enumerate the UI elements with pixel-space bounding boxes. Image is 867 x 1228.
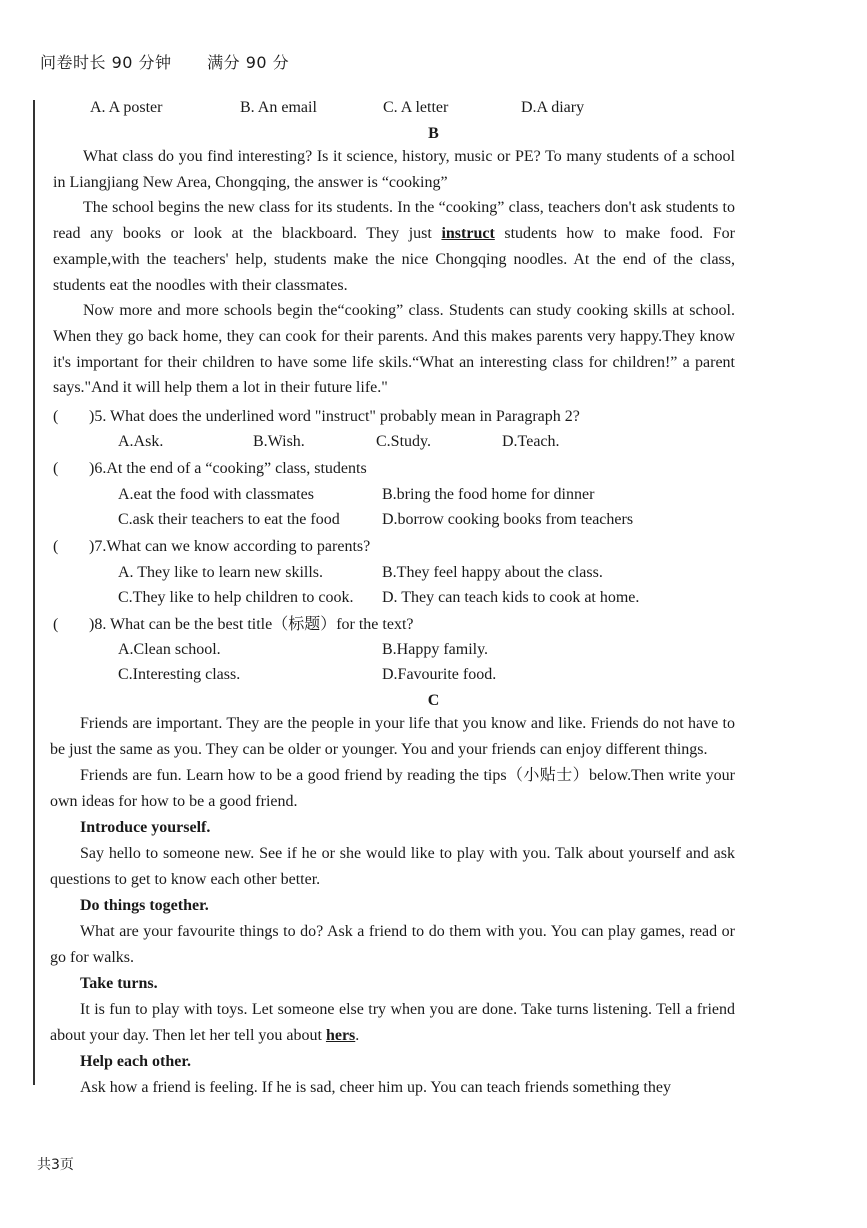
- q5-options: [118, 432, 560, 452]
- option-d[interactable]: D.Teach.: [502, 433, 560, 450]
- q7-options-row2: [118, 588, 639, 608]
- tip-body: What are your favourite things to do? Ask a friend to do them with you. You can play games, read or go for walks.: [50, 923, 735, 966]
- section-b-heading: B: [428, 125, 439, 142]
- tip-title: Take turns.: [80, 975, 158, 992]
- option-c[interactable]: C.They like to help children to cook.: [118, 589, 354, 606]
- answer-paren[interactable]: (: [53, 408, 59, 425]
- question-stem: )5. What does the underlined word "instruct" probably mean in Paragraph 2?: [89, 408, 580, 425]
- question-stem: )6.At the end of a “cooking” class, students: [89, 460, 367, 477]
- passage-paragraph: Friends are important. They are the people in your life that you know and like. Friends do not have to be just the same as you. They can be older or younger. You and your friends can enjoy different things.: [50, 715, 735, 758]
- question-7: [53, 537, 370, 557]
- q8-options-row1: [118, 640, 488, 660]
- page-count: 共3页: [37, 1157, 74, 1173]
- tip-body: Say hello to someone new. See if he or she would like to play with you. Talk about yourself and ask questions to get to know each other better.: [50, 845, 735, 888]
- passage-paragraph: What class do you find interesting? Is it science, history, music or PE? To many students of a school in Liangjiang New Area, Chongqing, the answer is “cooking”: [53, 148, 735, 191]
- option-b[interactable]: B.bring the food home for dinner: [382, 486, 595, 503]
- exam-duration: 问卷时长 90 分钟: [40, 53, 172, 72]
- question-stem: )8. What can be the best title（标题）for the text?: [89, 616, 414, 633]
- section-c-passage: [50, 711, 735, 1101]
- section-c-heading: C: [427, 692, 440, 709]
- underlined-word: instruct: [441, 225, 495, 243]
- q7-options-row1: [118, 563, 603, 583]
- option-b[interactable]: B.They feel happy about the class.: [382, 564, 603, 581]
- option-b[interactable]: B.Happy family.: [382, 641, 489, 658]
- answer-paren[interactable]: (: [53, 538, 59, 555]
- tip-title: Help each other.: [80, 1053, 191, 1070]
- question-6: [53, 459, 367, 479]
- option-d[interactable]: D.borrow cooking books from teachers: [382, 511, 634, 528]
- option-b[interactable]: B.Wish.: [253, 433, 305, 450]
- question-5: [53, 407, 580, 427]
- option-d[interactable]: D.Favourite food.: [382, 666, 497, 683]
- binding-margin-line: [33, 100, 35, 1085]
- q6-options-row2: [118, 510, 633, 530]
- answer-paren[interactable]: (: [53, 460, 59, 477]
- question-8: [53, 615, 414, 635]
- option-a[interactable]: A. They like to learn new skills.: [118, 564, 323, 581]
- question-stem: )7.What can we know according to parents?: [89, 538, 371, 555]
- option-d[interactable]: D.A diary: [521, 99, 585, 116]
- option-c[interactable]: C. A letter: [383, 99, 449, 116]
- option-a[interactable]: A.Ask.: [118, 433, 164, 450]
- q8-options-row2: [118, 665, 496, 685]
- option-b[interactable]: B. An email: [240, 99, 317, 116]
- tip-title: Introduce yourself.: [80, 819, 211, 836]
- option-c[interactable]: C.ask their teachers to eat the food: [118, 511, 340, 528]
- option-c[interactable]: C.Interesting class.: [118, 666, 241, 683]
- passage-paragraph: Friends are fun. Learn how to be a good friend by reading the tips（小贴士）below.Then write your own ideas for how to be a good friend.: [50, 767, 735, 810]
- q4-options: [90, 98, 584, 118]
- option-a[interactable]: A.Clean school.: [118, 641, 221, 658]
- exam-full-score: 满分 90 分: [207, 53, 290, 72]
- option-a[interactable]: A. A poster: [90, 99, 163, 116]
- passage-paragraph: The school begins the new class for its students. In the “cooking” class, teachers don't ask students to read any books or look at the blackboard. They just instruct students how to make food. For example,with the teachers' help, students make the nice Chongqing noodles. At the end of the class, students eat the noodles with their classmates.: [53, 199, 735, 294]
- option-a[interactable]: A.eat the food with classmates: [118, 486, 314, 503]
- answer-paren[interactable]: (: [53, 616, 59, 633]
- tip-title: Do things together.: [80, 897, 209, 914]
- section-b-passage: [53, 144, 735, 401]
- tip-body: Ask how a friend is feeling. If he is sad, cheer him up. You can teach friends something they: [80, 1079, 671, 1096]
- underlined-word: hers: [325, 1027, 356, 1044]
- option-c[interactable]: C.Study.: [376, 433, 431, 450]
- tip-body: It is fun to play with toys. Let someone else try when you are done. Take turns listening. Tell a friend about your day. Then let her tell you about hers.: [50, 1001, 735, 1044]
- exam-header: [40, 50, 289, 73]
- option-d[interactable]: D. They can teach kids to cook at home.: [382, 589, 640, 606]
- q6-options-row1: [118, 485, 594, 505]
- passage-paragraph: Now more and more schools begin the“cooking” class. Students can study cooking skills at school. When they go back home, they can cook for their parents. And this makes parents very happy.They know it's important for their children to have some life skils.“What an interesting class for children!” a parent says."And it will help them a lot in their future life.": [53, 302, 735, 397]
